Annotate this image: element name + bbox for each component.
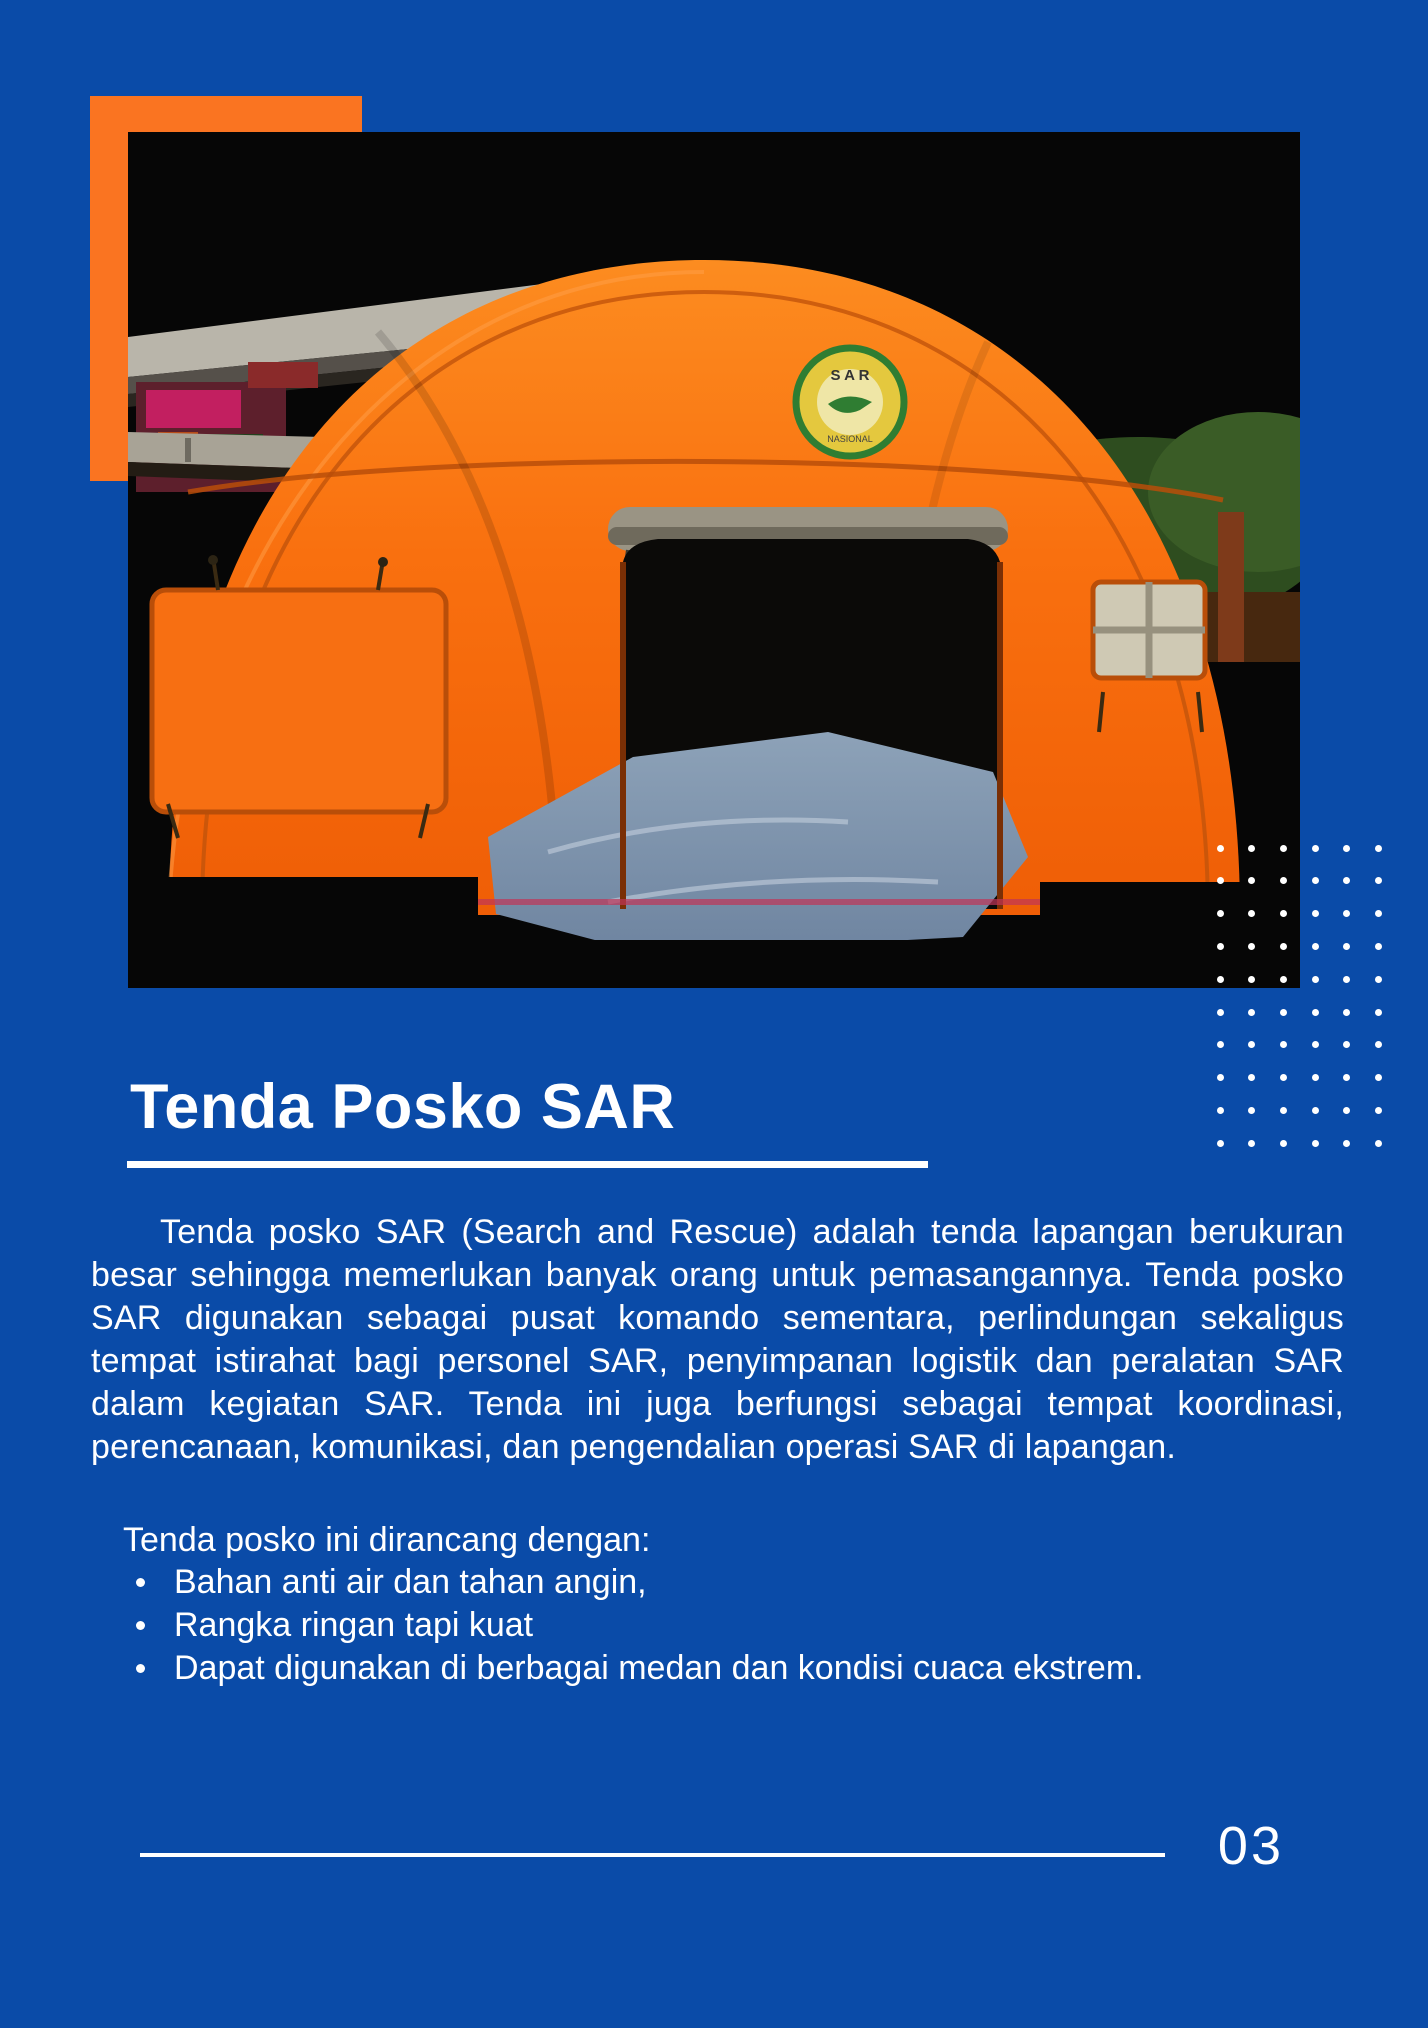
dot — [1217, 976, 1224, 983]
dot — [1375, 943, 1382, 950]
dot — [1312, 845, 1319, 852]
title-underline — [127, 1161, 928, 1168]
dot — [1217, 877, 1224, 884]
dot — [1248, 1041, 1255, 1048]
list-item — [123, 1647, 1223, 1690]
bullet-icon — [136, 1578, 145, 1587]
dot — [1343, 1140, 1350, 1147]
dot — [1375, 1140, 1382, 1147]
dot — [1280, 1107, 1287, 1114]
list-item — [123, 1604, 1223, 1647]
dot — [1248, 1009, 1255, 1016]
dot — [1312, 1140, 1319, 1147]
list-item-text: Rangka ringan tapi kuat — [174, 1606, 534, 1644]
dot — [1312, 1074, 1319, 1081]
dot — [1375, 976, 1382, 983]
list-item-text: Bahan anti air dan tahan angin, — [174, 1563, 647, 1601]
dot — [1375, 877, 1382, 884]
bullet-list — [123, 1561, 1223, 1690]
dot — [1248, 845, 1255, 852]
dot — [1312, 1107, 1319, 1114]
dot — [1343, 1107, 1350, 1114]
dot — [1248, 1074, 1255, 1081]
dot — [1217, 1107, 1224, 1114]
dot — [1343, 1074, 1350, 1081]
dot — [1217, 1041, 1224, 1048]
dot — [1375, 1107, 1382, 1114]
dot — [1280, 1074, 1287, 1081]
dot — [1343, 1009, 1350, 1016]
dot — [1248, 976, 1255, 983]
bullet-icon — [136, 1621, 145, 1630]
dot — [1375, 910, 1382, 917]
sar-tent-illustration — [128, 132, 1300, 988]
dot — [1217, 1140, 1224, 1147]
dot — [1217, 910, 1224, 917]
dot — [1248, 1107, 1255, 1114]
body-paragraph: Tenda posko SAR (Search and Rescue) adalah tenda lapangan berukuran besar sehingga memerlukan banyak orang untuk pemasangannya. Tenda posko SAR digunakan sebagai pusat komando sementara, perlindungan sekaligus tempat istirahat bagi personel SAR, penyimpanan logistik dan peralatan SAR dalam kegiatan SAR. Tenda ini juga berfungsi sebagai tempat koordinasi, perencanaan, komunikasi, dan pengendalian operasi SAR di lapangan. — [91, 1213, 1344, 1466]
list-item — [123, 1561, 1223, 1604]
dot — [1280, 845, 1287, 852]
dot — [1375, 1009, 1382, 1016]
dot — [1343, 943, 1350, 950]
dot — [1280, 1041, 1287, 1048]
tent-left-window — [152, 555, 446, 838]
list-item-text: Dapat digunakan di berbagai medan dan kondisi cuaca ekstrem. — [174, 1649, 1144, 1687]
sar-logo — [796, 348, 904, 456]
dot — [1280, 910, 1287, 917]
dot — [1280, 1009, 1287, 1016]
dot — [1312, 1041, 1319, 1048]
dot — [1280, 976, 1287, 983]
dot — [1312, 976, 1319, 983]
dot — [1312, 877, 1319, 884]
dot — [1312, 910, 1319, 917]
footer-line — [140, 1853, 1165, 1857]
dot — [1343, 877, 1350, 884]
dot — [1375, 1074, 1382, 1081]
dot — [1343, 845, 1350, 852]
logo-text: S A R — [830, 367, 870, 384]
bullet-icon — [136, 1664, 145, 1673]
dot — [1280, 1140, 1287, 1147]
dot — [1217, 1074, 1224, 1081]
list-intro: Tenda posko ini dirancang dengan: — [123, 1521, 651, 1559]
logo-bottom-text: NASIONAL — [827, 434, 873, 444]
dot — [1343, 976, 1350, 983]
dot — [1312, 943, 1319, 950]
dot — [1312, 1009, 1319, 1016]
dot — [1248, 1140, 1255, 1147]
page-number: 03 — [1217, 1816, 1284, 1876]
dot — [1217, 1009, 1224, 1016]
dot — [1280, 943, 1287, 950]
dot — [1343, 910, 1350, 917]
dot — [1217, 845, 1224, 852]
dot — [1217, 943, 1224, 950]
dot — [1375, 1041, 1382, 1048]
page-title: Tenda Posko SAR — [130, 1072, 676, 1142]
sar-tent-photo — [128, 132, 1300, 988]
dot — [1343, 1041, 1350, 1048]
dot — [1375, 845, 1382, 852]
